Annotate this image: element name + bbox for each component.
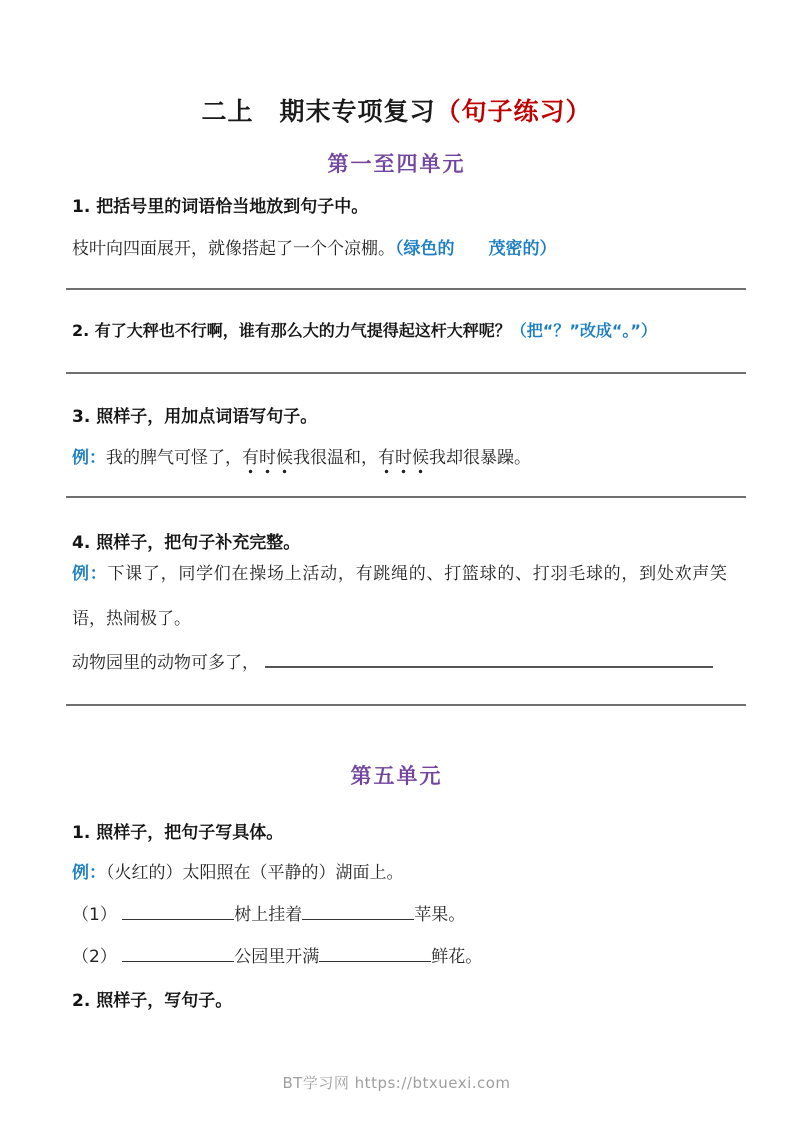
answer-line (66, 288, 746, 290)
question-2-instruction: （把“？”改成“。”） (510, 321, 657, 340)
question-1-sentence (72, 234, 557, 259)
example-mid: 我很温和， (293, 448, 378, 468)
question-4-prompt (72, 648, 713, 673)
question-3-example (72, 443, 531, 468)
item-1-mid-text: 树上挂着 (234, 905, 303, 925)
item-2-end-text: 鲜花。 (431, 947, 483, 967)
section-heading-unit-5: 第五单元 (350, 764, 443, 788)
answer-line (66, 496, 746, 498)
page-title-main: 二上 期末专项复习 (201, 97, 436, 126)
item-1-end-text: 苹果。 (414, 905, 466, 925)
item-number: （1） (72, 905, 117, 925)
item-2-mid-text: 公园里开满 (234, 947, 320, 967)
unit5-q1-item-1 (72, 900, 465, 925)
emphasized-word: 有时候 (378, 448, 429, 474)
answer-line (66, 372, 746, 374)
unit5-question-1-title: 1. 照样子，把句子写具体。 (72, 823, 284, 843)
unit5-q1-item-2 (72, 942, 482, 967)
example-label: 例： (72, 564, 108, 584)
example-label: 例： (72, 448, 106, 468)
page-title-subject: （句子练习） (435, 97, 592, 126)
question-1-sentence-text: 枝叶向四面展开，就像搭起了一个个凉棚。 (72, 239, 395, 259)
question-1-title: 1. 把括号里的词语恰当地放到句子中。 (72, 197, 369, 217)
example-pre: 我的脾气可怪了， (106, 448, 242, 468)
unit5-question-1-example (72, 858, 404, 883)
example-label: 例： (72, 863, 106, 883)
question-4-prompt-text: 动物园里的动物可多了， (72, 653, 259, 673)
unit5-example-text: （火红的）太阳照在（平静的）湖面上。 (106, 863, 404, 883)
section-heading-units-1-4: 第一至四单元 (327, 152, 466, 176)
item-number: （2） (72, 947, 117, 967)
question-3-title: 3. 照样子，用加点词语写句子。 (72, 407, 318, 427)
fill-in-blank (319, 947, 431, 962)
page-title (0, 92, 793, 128)
fill-in-blank (122, 905, 234, 920)
question-4-example-text: 下课了，同学们在操场上活动，有跳绳的、打篮球的、打羽毛球的，到处欢声笑语，热闹极了。 (72, 564, 728, 629)
example-post: 我却很暴躁。 (429, 448, 531, 468)
question-1-word-bank: （绿色的 茂密的） (395, 239, 557, 259)
question-2-title (72, 318, 657, 341)
unit5-question-2-title: 2. 照样子，写句子。 (72, 991, 233, 1011)
question-4-example (72, 552, 727, 642)
question-4-title: 4. 照样子，把句子补充完整。 (72, 533, 301, 553)
fill-in-blank (302, 905, 414, 920)
answer-line (66, 704, 746, 706)
fill-in-blank (265, 652, 713, 668)
fill-in-blank (122, 947, 234, 962)
emphasized-word: 有时候 (242, 448, 293, 474)
footer-watermark: BT学习网 https://btxuexi.com (282, 1074, 511, 1092)
question-2-sentence-text: 2. 有了大秤也不行啊，谁有那么大的力气提得起这杆大秤呢？ (72, 321, 511, 340)
